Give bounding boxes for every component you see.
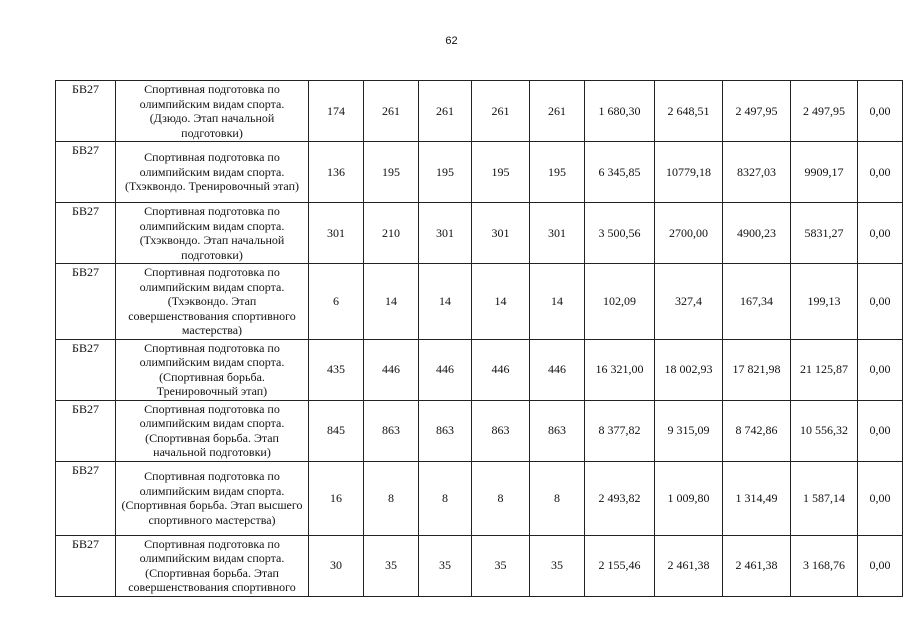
row-code: БВ27 [56, 400, 116, 461]
row-value-9: 2 497,95 [791, 81, 858, 142]
table-row [56, 400, 903, 461]
row-value-4: 446 [472, 339, 530, 400]
row-description: Спортивная подготовка по олимпийским видам спорта. (Спортивная борьба. Этап начальной подготовки) [116, 400, 309, 461]
row-value-8: 1 314,49 [723, 461, 791, 535]
row-value-7: 2700,00 [655, 203, 723, 264]
row-value-3: 446 [419, 339, 472, 400]
row-value-7: 2 461,38 [655, 535, 723, 596]
row-description: Спортивная подготовка по олимпийским видам спорта. (Тхэквондо. Тренировочный этап) [116, 142, 309, 203]
row-value-5: 446 [530, 339, 585, 400]
row-value-5: 35 [530, 535, 585, 596]
row-description: Спортивная подготовка по олимпийским видам спорта. (Спортивная борьба. Этап совершенствования спортивного [116, 535, 309, 596]
row-value-10: 0,00 [858, 461, 903, 535]
row-value-3: 14 [419, 264, 472, 340]
row-value-4: 14 [472, 264, 530, 340]
row-code: БВ27 [56, 203, 116, 264]
row-value-8: 167,34 [723, 264, 791, 340]
table-row [56, 264, 903, 340]
row-value-4: 301 [472, 203, 530, 264]
row-value-6: 3 500,56 [585, 203, 655, 264]
row-value-6: 1 680,30 [585, 81, 655, 142]
row-value-1: 435 [309, 339, 364, 400]
row-value-6: 16 321,00 [585, 339, 655, 400]
row-value-7: 327,4 [655, 264, 723, 340]
table-row [56, 339, 903, 400]
row-code: БВ27 [56, 535, 116, 596]
row-code: БВ27 [56, 81, 116, 142]
row-value-4: 863 [472, 400, 530, 461]
row-description: Спортивная подготовка по олимпийским видам спорта. (Тхэквондо. Этап совершенствования спортивного мастерства) [116, 264, 309, 340]
row-value-4: 8 [472, 461, 530, 535]
row-value-8: 2 461,38 [723, 535, 791, 596]
row-value-2: 8 [364, 461, 419, 535]
row-value-2: 35 [364, 535, 419, 596]
row-value-9: 10 556,32 [791, 400, 858, 461]
row-value-8: 17 821,98 [723, 339, 791, 400]
row-value-3: 301 [419, 203, 472, 264]
row-value-9: 3 168,76 [791, 535, 858, 596]
row-value-2: 210 [364, 203, 419, 264]
row-value-1: 30 [309, 535, 364, 596]
table-row [56, 535, 903, 596]
row-value-8: 2 497,95 [723, 81, 791, 142]
page-number: 62 [445, 35, 458, 47]
row-value-1: 845 [309, 400, 364, 461]
row-value-7: 2 648,51 [655, 81, 723, 142]
row-value-7: 18 002,93 [655, 339, 723, 400]
row-value-5: 863 [530, 400, 585, 461]
row-value-6: 102,09 [585, 264, 655, 340]
row-description: Спортивная подготовка по олимпийским видам спорта. (Тхэквондо. Этап начальной подготовки) [116, 203, 309, 264]
row-value-10: 0,00 [858, 535, 903, 596]
data-table [55, 80, 903, 597]
row-value-3: 261 [419, 81, 472, 142]
table-row [56, 81, 903, 142]
row-value-7: 9 315,09 [655, 400, 723, 461]
row-value-10: 0,00 [858, 142, 903, 203]
row-value-9: 199,13 [791, 264, 858, 340]
row-value-3: 195 [419, 142, 472, 203]
row-description: Спортивная подготовка по олимпийским видам спорта. (Спортивная борьба. Этап высшего спортивного мастерства) [116, 461, 309, 535]
row-value-1: 136 [309, 142, 364, 203]
row-value-10: 0,00 [858, 203, 903, 264]
row-code: БВ27 [56, 461, 116, 535]
row-value-9: 1 587,14 [791, 461, 858, 535]
row-value-5: 195 [530, 142, 585, 203]
row-code: БВ27 [56, 142, 116, 203]
row-value-8: 8327,03 [723, 142, 791, 203]
row-value-3: 35 [419, 535, 472, 596]
row-value-7: 1 009,80 [655, 461, 723, 535]
row-value-1: 6 [309, 264, 364, 340]
row-value-5: 301 [530, 203, 585, 264]
row-value-5: 8 [530, 461, 585, 535]
row-value-4: 261 [472, 81, 530, 142]
row-value-10: 0,00 [858, 339, 903, 400]
row-value-1: 16 [309, 461, 364, 535]
row-value-10: 0,00 [858, 264, 903, 340]
row-value-3: 8 [419, 461, 472, 535]
row-code: БВ27 [56, 339, 116, 400]
row-value-4: 195 [472, 142, 530, 203]
row-value-1: 301 [309, 203, 364, 264]
table-row [56, 203, 903, 264]
row-value-2: 863 [364, 400, 419, 461]
row-value-2: 446 [364, 339, 419, 400]
row-value-8: 8 742,86 [723, 400, 791, 461]
row-description: Спортивная подготовка по олимпийским видам спорта. (Спортивная борьба. Тренировочный этап) [116, 339, 309, 400]
row-value-2: 14 [364, 264, 419, 340]
row-description: Спортивная подготовка по олимпийским видам спорта. (Дзюдо. Этап начальной подготовки) [116, 81, 309, 142]
row-value-9: 21 125,87 [791, 339, 858, 400]
row-value-2: 195 [364, 142, 419, 203]
row-value-5: 14 [530, 264, 585, 340]
row-value-2: 261 [364, 81, 419, 142]
row-value-6: 8 377,82 [585, 400, 655, 461]
row-value-6: 6 345,85 [585, 142, 655, 203]
row-value-4: 35 [472, 535, 530, 596]
row-value-10: 0,00 [858, 400, 903, 461]
row-value-10: 0,00 [858, 81, 903, 142]
row-value-6: 2 155,46 [585, 535, 655, 596]
table-row [56, 461, 903, 535]
row-code: БВ27 [56, 264, 116, 340]
row-value-6: 2 493,82 [585, 461, 655, 535]
table-row [56, 142, 903, 203]
row-value-8: 4900,23 [723, 203, 791, 264]
row-value-9: 5831,27 [791, 203, 858, 264]
row-value-3: 863 [419, 400, 472, 461]
row-value-1: 174 [309, 81, 364, 142]
row-value-5: 261 [530, 81, 585, 142]
row-value-7: 10779,18 [655, 142, 723, 203]
row-value-9: 9909,17 [791, 142, 858, 203]
table-body [56, 81, 903, 597]
